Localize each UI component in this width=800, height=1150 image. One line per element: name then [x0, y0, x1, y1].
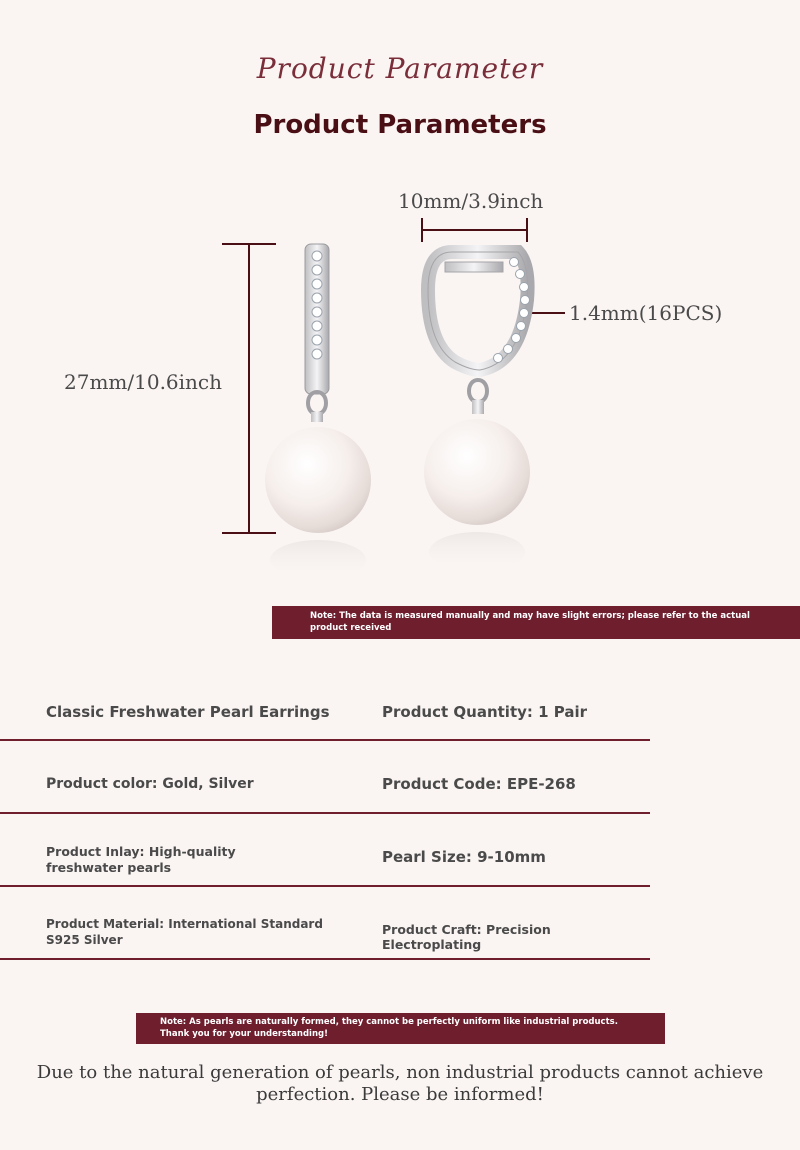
pearl-note-line1: Note: As pearls are naturally formed, they cannot be perfectly uniform like industrial products.	[160, 1017, 618, 1027]
spec-cell-right: Product Craft: Precision Electroplating	[382, 922, 551, 952]
script-title: Product Parameter	[256, 52, 544, 85]
spec-row	[0, 885, 650, 960]
stone-label: 1.4mm(16PCS)	[569, 301, 723, 325]
spec-row	[0, 739, 650, 814]
page-title: Product Parameters	[253, 110, 547, 140]
measure-note-banner	[272, 606, 800, 639]
spec-row	[0, 812, 650, 887]
spec-cell-left: Classic Freshwater Pearl Earrings	[46, 703, 330, 721]
measure-note-text: Note: The data is measured manually and may have slight errors; please refer to the actual product received	[310, 611, 750, 633]
footer-text: Due to the natural generation of pearls, non industrial products cannot achieve perfection. Please be informed!	[36, 1062, 764, 1105]
spec-cell-left: Product Material: International Standard S925 Silver	[46, 917, 323, 947]
width-dimension-line	[422, 218, 527, 242]
pearl-note-banner	[136, 1013, 665, 1044]
spec-cell-left: Product Inlay: High-quality freshwater pearls	[46, 844, 236, 875]
spec-cell-right: Pearl Size: 9-10mm	[382, 848, 546, 866]
height-label: 27mm/10.6inch	[64, 370, 223, 394]
spec-cell-left: Product color: Gold, Silver	[46, 776, 254, 792]
width-label: 10mm/3.9inch	[398, 189, 544, 213]
spec-cell-right: Product Code: EPE-268	[382, 775, 576, 793]
spec-row	[0, 666, 650, 741]
pearl-note-line2: Thank you for your understanding!	[160, 1029, 328, 1039]
earring-front-view	[265, 244, 371, 580]
earring-side-view	[424, 252, 530, 572]
spec-cell-right: Product Quantity: 1 Pair	[382, 703, 588, 721]
